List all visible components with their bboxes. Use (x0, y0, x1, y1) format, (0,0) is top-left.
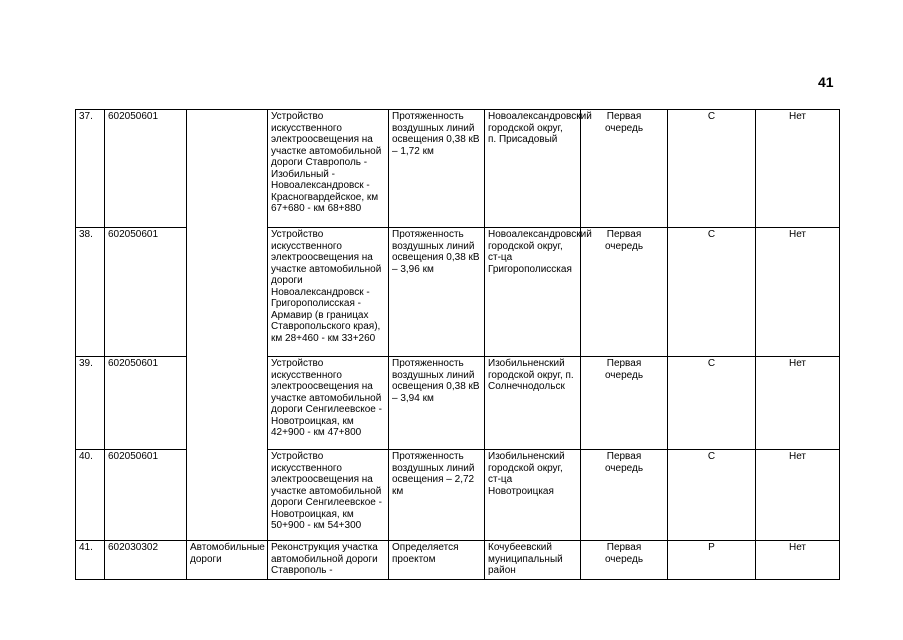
objects-table (75, 109, 840, 580)
flag-cell: Нет (756, 450, 840, 541)
stage-cell: Первая очередь (581, 541, 668, 580)
row-number-cell: 38. (76, 228, 105, 357)
code-cell: 602050601 (105, 228, 187, 357)
row-number-cell: 37. (76, 110, 105, 228)
project-cell: Устройство искусственного электроосвещения на участке автомобильной дороги Сенгилеевское - Новотроицкая, км 50+900 - км 54+300 (268, 450, 389, 541)
metric-cell: Протяженность воздушных линий освещения 0,38 кВ – 3,94 км (389, 357, 485, 450)
stage-cell: Первая очередь (581, 357, 668, 450)
stage-cell: Первая очередь (581, 450, 668, 541)
project-cell: Устройство искусственного электроосвещения на участке автомобильной дороги Новоалександровск - Григорополисская - Армавир (в границах Ставропольского края), км 28+460 - км 33+260 (268, 228, 389, 357)
project-cell: Устройство искусственного электроосвещения на участке автомобильной дороги Ставрополь - Изобильный - Новоалександровск - Красногвардейское, км 67+680 - км 68+880 (268, 110, 389, 228)
metric-cell: Определяется проектом (389, 541, 485, 580)
flag-cell: Нет (756, 357, 840, 450)
status-cell: С (668, 110, 756, 228)
flag-cell: Нет (756, 228, 840, 357)
project-cell: Реконструкция участка автомобильной дороги Ставрополь - (268, 541, 389, 580)
code-cell: 602030302 (105, 541, 187, 580)
table-row (76, 110, 840, 228)
code-cell: 602050601 (105, 357, 187, 450)
status-cell: С (668, 450, 756, 541)
code-cell: 602050601 (105, 110, 187, 228)
row-number-cell: 40. (76, 450, 105, 541)
category-cell: Автомобильные дороги (187, 541, 268, 580)
page-number: 41 (818, 74, 834, 90)
location-cell: Изобильненский городской округ, ст-ца Новотроицкая (485, 450, 581, 541)
location-cell: Изобильненский городской округ, п. Солнечнодольск (485, 357, 581, 450)
location-cell: Новоалександровский городской округ, ст-ца Григорополисская (485, 228, 581, 357)
status-cell: Р (668, 541, 756, 580)
flag-cell: Нет (756, 110, 840, 228)
location-cell: Новоалександровский городской округ, п. Присадовый (485, 110, 581, 228)
status-cell: С (668, 357, 756, 450)
row-number-cell: 39. (76, 357, 105, 450)
code-cell: 602050601 (105, 450, 187, 541)
project-cell: Устройство искусственного электроосвещения на участке автомобильной дороги Сенгилеевское - Новотроицкая, км 42+900 - км 47+800 (268, 357, 389, 450)
row-number-cell: 41. (76, 541, 105, 580)
stage-cell: Первая очередь (581, 228, 668, 357)
metric-cell: Протяженность воздушных линий освещения – 2,72 км (389, 450, 485, 541)
table-row (76, 541, 840, 580)
location-cell: Кочубеевский муниципальный район (485, 541, 581, 580)
status-cell: С (668, 228, 756, 357)
flag-cell: Нет (756, 541, 840, 580)
stage-cell: Первая очередь (581, 110, 668, 228)
metric-cell: Протяженность воздушных линий освещения 0,38 кВ – 3,96 км (389, 228, 485, 357)
metric-cell: Протяженность воздушных линий освещения 0,38 кВ – 1,72 км (389, 110, 485, 228)
category-cell (187, 110, 268, 541)
